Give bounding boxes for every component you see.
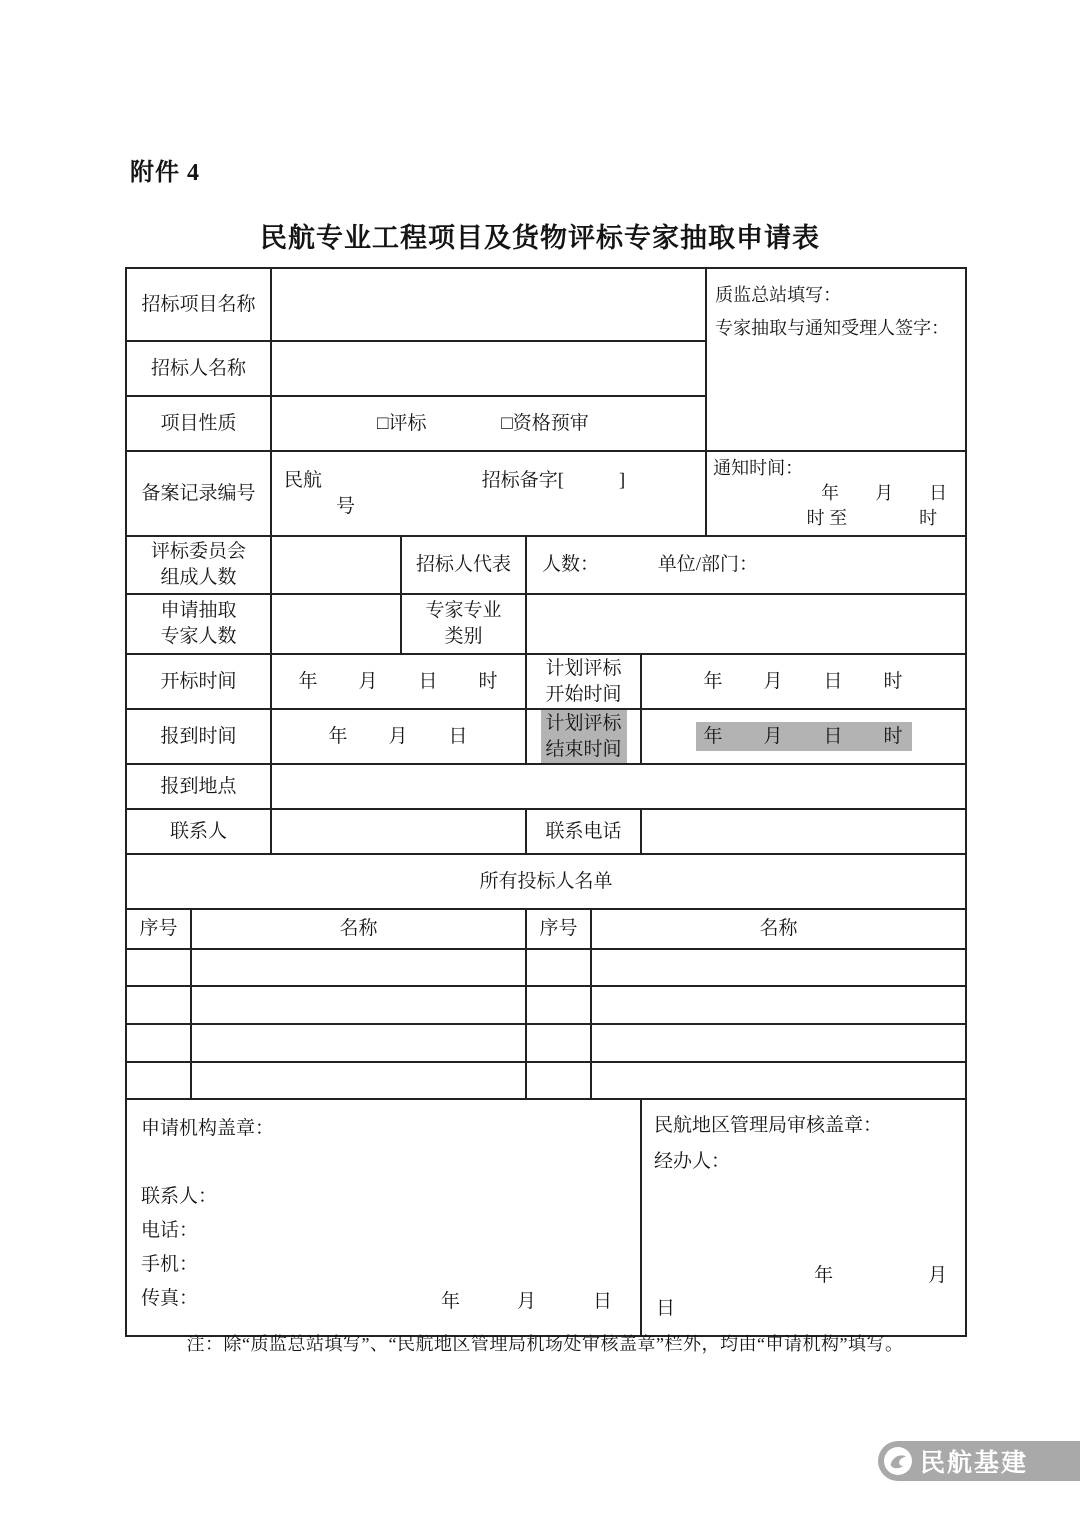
review-seal-label: 民航地区管理局审核盖章： <box>654 1115 883 1137</box>
committee-label <box>126 536 271 594</box>
apply-date-line: 年 月 日 <box>441 1291 613 1313</box>
row-checkin-place <box>126 764 966 809</box>
name-header-left: 名称 <box>191 909 526 949</box>
record-number-field <box>271 451 706 536</box>
project-name-label: 招标项目名称 <box>126 268 271 341</box>
apply-org-seal-label: 申请机构盖章： <box>141 1118 275 1140</box>
seq-cell <box>126 1024 191 1062</box>
plan-end-value-highlight: 年 月 日 时 <box>696 722 912 752</box>
checkin-place-label: 报到地点 <box>126 764 271 809</box>
checkbox-evaluation: □评标 <box>377 412 427 434</box>
attachment-label: 附件 4 <box>130 160 200 186</box>
contact-label: 联系人 <box>126 809 271 854</box>
expert-category-line2: 类别 <box>444 626 483 647</box>
name-cell <box>191 949 526 986</box>
review-content <box>642 1100 965 1333</box>
checkin-time-field: 年 月 日 <box>271 709 526 764</box>
name-cell <box>191 986 526 1024</box>
seq-cell <box>126 1062 191 1099</box>
seq-header-left: 序号 <box>126 909 191 949</box>
row-expert-request <box>126 594 966 654</box>
rep-count-label: 人数： <box>542 554 600 576</box>
bidder-row <box>126 1024 966 1062</box>
row-committee <box>126 536 966 594</box>
row-seals <box>126 1099 966 1336</box>
name-cell <box>191 1062 526 1099</box>
review-date-block <box>642 1259 965 1325</box>
seq-cell <box>526 1024 591 1062</box>
plan-start-field: 年 月 日 时 <box>641 654 966 709</box>
bidder-row <box>126 1062 966 1099</box>
bidder-name-field <box>271 341 706 396</box>
apply-fax-label: 传真： <box>141 1288 199 1310</box>
name-cell <box>591 986 966 1024</box>
name-cell <box>191 1024 526 1062</box>
row-open-time <box>126 654 966 709</box>
checkin-time-label: 报到时间 <box>126 709 271 764</box>
bidder-name-label: 招标人名称 <box>126 341 271 396</box>
expert-request-label <box>126 594 271 654</box>
review-date-line1: 年 月 <box>814 1265 948 1287</box>
open-time-field: 年 月 日 时 <box>271 654 526 709</box>
application-form-table <box>125 267 967 1337</box>
apply-contact-label: 联系人： <box>141 1186 218 1208</box>
apply-org-cell <box>126 1099 641 1336</box>
name-cell <box>591 1062 966 1099</box>
plan-end-line1: 计划评标 <box>545 713 622 734</box>
plan-start-line2: 开始时间 <box>545 683 622 705</box>
review-cell <box>641 1099 966 1336</box>
apply-org-content <box>127 1100 640 1333</box>
seq-cell <box>526 986 591 1024</box>
row-record-number <box>126 451 966 536</box>
plan-start-label <box>526 654 641 709</box>
checkbox-prequalification: □资格预审 <box>501 412 589 434</box>
committee-count-field <box>271 536 401 594</box>
project-nature-field <box>271 396 706 451</box>
apply-mobile-label: 手机： <box>141 1254 199 1276</box>
notify-time-label: 通知时间： <box>713 458 804 478</box>
record-number-label: 备案记录编号 <box>126 451 271 536</box>
review-date-line2: 日 <box>656 1298 676 1320</box>
checkin-place-field <box>271 764 966 809</box>
record-prefix: 民航 <box>284 469 323 491</box>
notify-time-cell <box>706 451 966 536</box>
expert-category-line1: 专家专业 <box>425 600 502 622</box>
watermark-badge <box>878 1441 1080 1481</box>
expert-count-field <box>271 594 401 654</box>
plan-end-label-highlight <box>541 710 627 763</box>
bidder-rep-field <box>526 536 966 594</box>
plan-end-line2: 结束时间 <box>545 738 622 760</box>
row-contact <box>126 809 966 854</box>
row-project-name <box>126 268 966 341</box>
qc-station-cell <box>706 268 966 451</box>
plan-end-label <box>526 709 641 764</box>
footnote: 注：除“质监总站填写”、“民航地区管理局机场处审核盖章”栏外，均由“申请机构”填写。 <box>186 1334 904 1354</box>
qc-station-line1: 质监总站填写： <box>715 285 842 305</box>
bidders-list-title: 所有投标人名单 <box>126 854 966 909</box>
bidder-rep-label: 招标人代表 <box>401 536 526 594</box>
bidder-row <box>126 949 966 986</box>
project-nature-label: 项目性质 <box>126 396 271 451</box>
brand-logo-icon <box>883 1446 913 1476</box>
record-bracket-close: ] <box>618 469 626 491</box>
expert-request-line1: 申请抽取 <box>160 600 237 622</box>
record-middle: 招标备字[ <box>481 469 565 491</box>
plan-start-line1: 计划评标 <box>545 657 622 679</box>
expert-category-label <box>401 594 526 654</box>
name-cell <box>591 1024 966 1062</box>
expert-category-field <box>526 594 966 654</box>
contact-field <box>271 809 526 854</box>
apply-phone-label: 电话： <box>141 1220 199 1242</box>
seq-cell <box>526 949 591 986</box>
watermark-text: 民航基建 <box>920 1449 1029 1477</box>
name-header-right: 名称 <box>591 909 966 949</box>
qc-station-line2: 专家抽取与通知受理人签字： <box>715 318 950 338</box>
rep-unit-label: 单位/部门： <box>657 554 759 576</box>
row-bidders-header <box>126 909 966 949</box>
row-checkin-time <box>126 709 966 764</box>
seq-header-right: 序号 <box>526 909 591 949</box>
page-title: 民航专业工程项目及货物评标专家抽取申请表 <box>260 223 820 253</box>
committee-label-line2: 组成人数 <box>160 567 237 588</box>
row-bidders-title <box>126 854 966 909</box>
contact-phone-field <box>641 809 966 854</box>
name-cell <box>591 949 966 986</box>
seq-cell <box>126 949 191 986</box>
notify-time-hours: 时 至 时 <box>806 508 938 528</box>
seq-cell <box>526 1062 591 1099</box>
review-handler-label: 经办人： <box>654 1151 731 1173</box>
record-suffix: 号 <box>336 495 356 517</box>
seq-cell <box>126 986 191 1024</box>
project-name-field <box>271 268 706 341</box>
expert-request-line2: 专家人数 <box>160 626 237 647</box>
open-time-label: 开标时间 <box>126 654 271 709</box>
contact-phone-label: 联系电话 <box>526 809 641 854</box>
committee-label-line1: 评标委员会 <box>151 541 247 563</box>
plan-end-field <box>641 709 966 764</box>
notify-time-date: 年 月 日 <box>821 483 948 503</box>
bidder-row <box>126 986 966 1024</box>
